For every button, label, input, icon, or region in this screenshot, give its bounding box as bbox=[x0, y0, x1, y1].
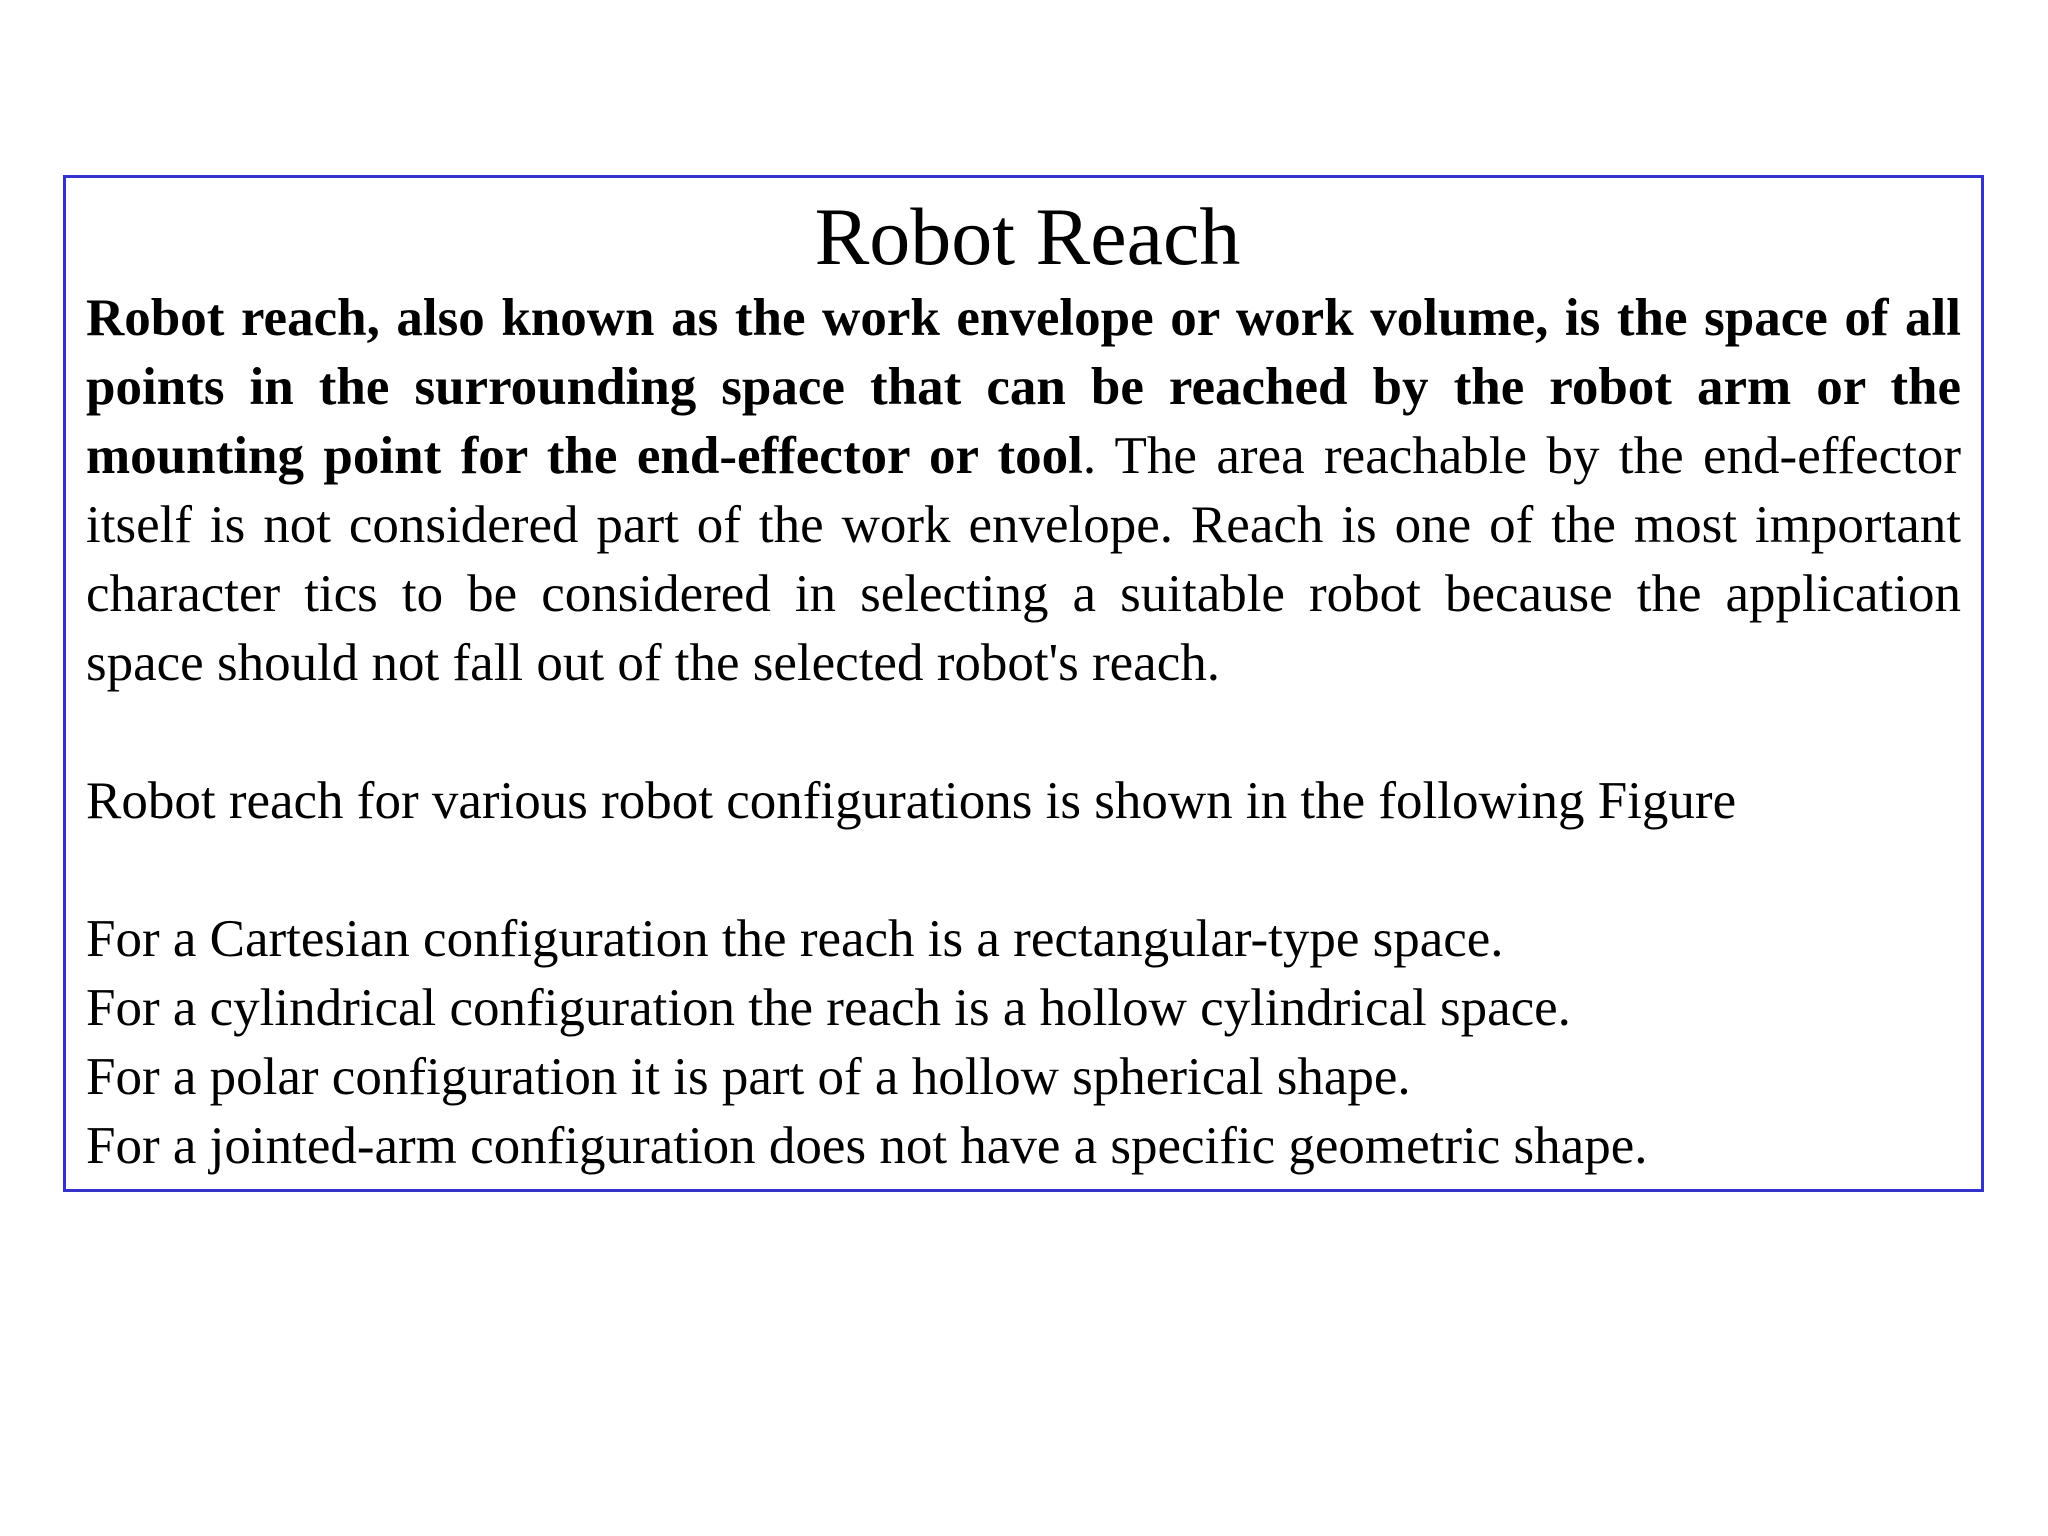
configuration-cylindrical: For a cylindrical configuration the reach is a hollow cylindrical space. bbox=[86, 979, 1571, 1037]
configuration-polar: For a polar configuration it is part of a hollow spherical shape. bbox=[86, 1048, 1411, 1106]
definition-rest-text: . The area reachable by the end-effector itself is not considered part of the work envelope. Reach is one of the most important character tics to be considered in selecting a suitable robot because the application space should not fall out of the selected robot's reach. bbox=[86, 427, 1961, 692]
configuration-jointed-arm: For a jointed-arm configuration does not have a specific geometric shape. bbox=[86, 1117, 1648, 1175]
slide-title: Robot Reach bbox=[814, 191, 1241, 282]
configuration-list bbox=[86, 905, 1961, 1181]
slide-frame bbox=[63, 175, 1984, 1192]
configuration-cartesian: For a Cartesian configuration the reach is a rectangular-type space. bbox=[86, 910, 1504, 968]
spacer bbox=[86, 836, 1961, 905]
definition-bold-text: Robot reach, also known as the work envelope or work volume, is the space of all points in the surrounding space that can be reached by the robot arm or the mounting point for the end-effector or tool bbox=[86, 289, 1961, 485]
figure-intro: Robot reach for various robot configurations is shown in the following Figure bbox=[86, 772, 1737, 830]
spacer bbox=[86, 698, 1961, 767]
definition-paragraph bbox=[86, 284, 1961, 698]
